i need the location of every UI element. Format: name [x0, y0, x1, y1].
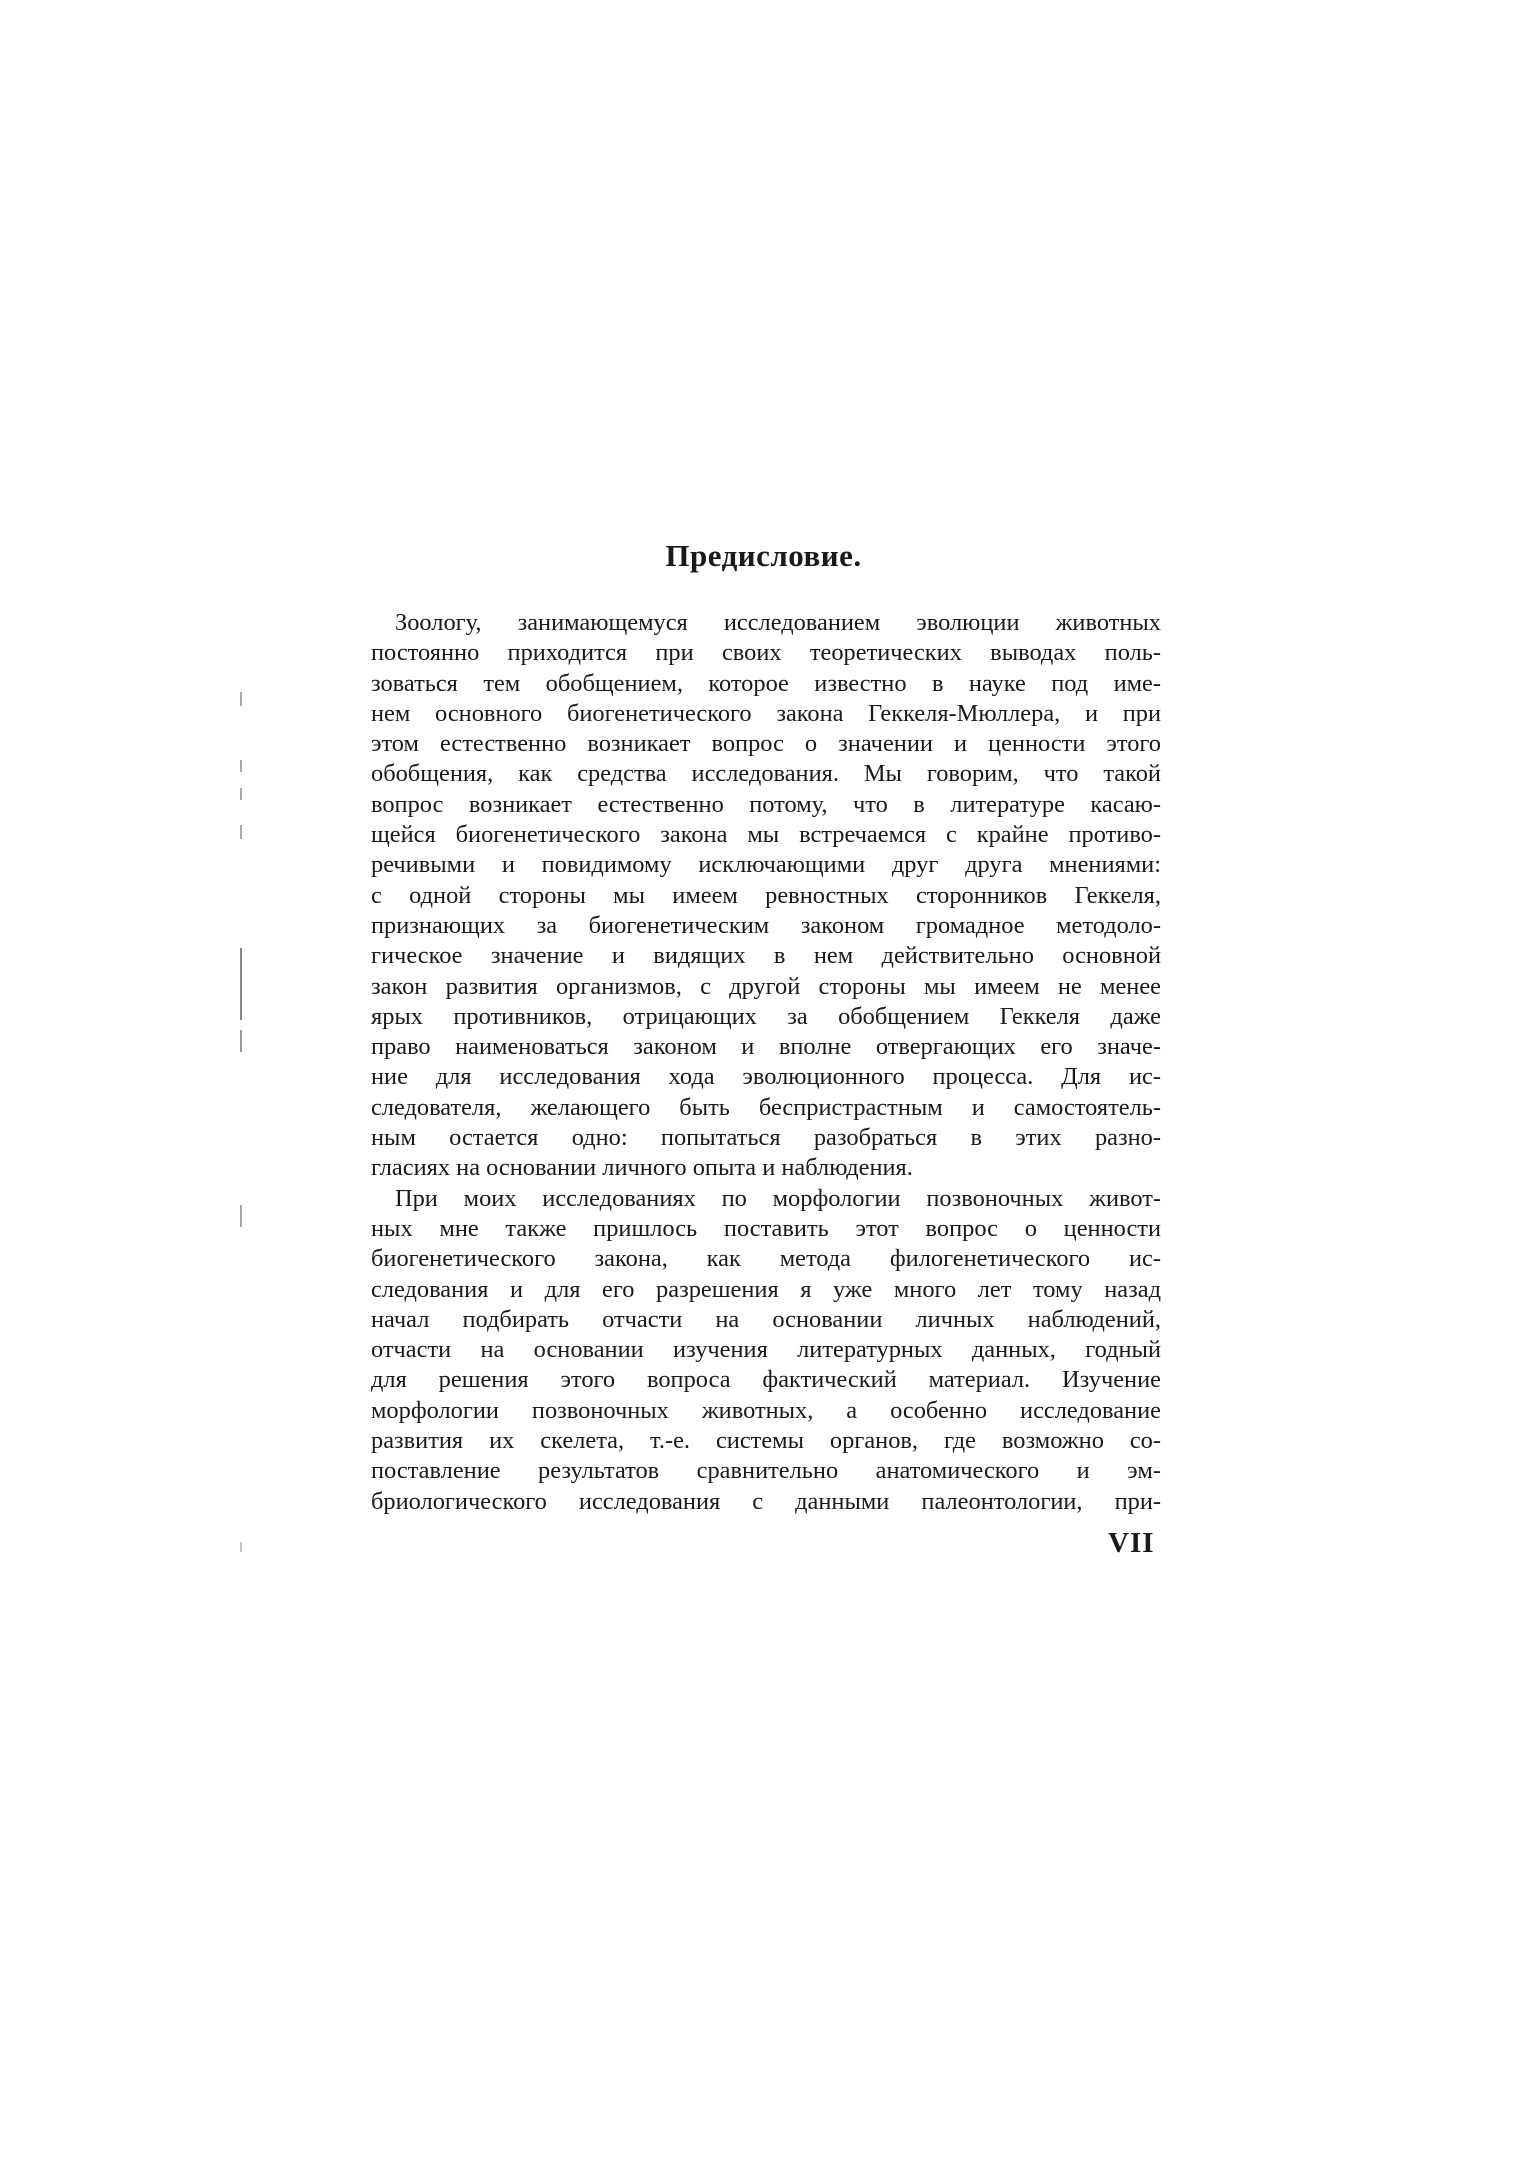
- text-line: речивыми и повидимому исключающими друг друга мнениями:: [371, 851, 1161, 879]
- text-line: следования и для его разрешения я уже много лет тому назад: [371, 1275, 1161, 1303]
- text-line: право наименоваться законом и вполне отвергающих его значе-: [371, 1033, 1161, 1061]
- text-line: При моих исследованиях по морфологии позвоночных живот-: [395, 1184, 1161, 1212]
- text-line: ние для исследования хода эволюционного процесса. Для ис-: [371, 1063, 1161, 1091]
- text-line: щейся биогенетического закона мы встречаемся с крайне противо-: [371, 821, 1161, 849]
- text-line: поставление результатов сравнительно анатомического и эм-: [371, 1457, 1161, 1485]
- text-line: ных мне также пришлось поставить этот вопрос о ценности: [371, 1214, 1161, 1242]
- text-line: постоянно приходится при своих теоретических выводах поль-: [371, 639, 1161, 667]
- scan-margin-mark: [240, 760, 242, 772]
- scan-margin-mark: [240, 1030, 242, 1052]
- text-line: гическое значение и видящих в нем действительно основной: [371, 942, 1161, 970]
- text-line: для решения этого вопроса фактический материал. Изучение: [371, 1366, 1161, 1394]
- page-number: VII: [1108, 1527, 1155, 1559]
- text-line: развития их скелета, т.-е. системы органов, где возможно со-: [371, 1427, 1161, 1455]
- paragraph: [371, 608, 1161, 1184]
- preface-heading: Предисловие.: [665, 538, 862, 573]
- text-line: следователя, желающего быть беспристрастным и самостоятель-: [371, 1093, 1161, 1121]
- text-line: обобщения, как средства исследования. Мы говорим, что такой: [371, 760, 1161, 788]
- text-line: начал подбирать отчасти на основании личных наблюдений,: [371, 1305, 1161, 1333]
- text-line: отчасти на основании изучения литературных данных, годный: [371, 1336, 1161, 1364]
- text-line: Зоологу, занимающемуся исследованием эволюции животных: [395, 609, 1161, 636]
- scan-margin-mark: [240, 948, 242, 1020]
- text-line: биогенетического закона, как метода филогенетического ис-: [371, 1245, 1161, 1273]
- scan-margin-mark: [240, 788, 242, 800]
- text-line: закон развития организмов, с другой стороны мы имеем не менее: [371, 972, 1161, 1000]
- text-line: ным остается одно: попытаться разобраться в этих разно-: [371, 1124, 1161, 1152]
- text-line: бриологического исследования с данными палеонтологии, при-: [371, 1487, 1161, 1515]
- text-line: зоваться тем обобщением, которое известно в науке под име-: [371, 669, 1161, 697]
- scan-margin-mark: [240, 825, 242, 839]
- scan-margin-mark: [240, 1542, 242, 1552]
- text-line: вопрос возникает естественно потому, что в литературе касаю-: [371, 790, 1161, 818]
- text-line: нем основного биогенетического закона Геккеля-Мюллера, и при: [371, 699, 1161, 727]
- text-line: этом естественно возникает вопрос о значении и ценности этого: [371, 730, 1161, 758]
- scan-margin-mark: [240, 1205, 242, 1227]
- preface-text: [371, 608, 1161, 1517]
- text-line: с одной стороны мы имеем ревностных сторонников Геккеля,: [371, 881, 1161, 909]
- text-line: ярых противников, отрицающих за обобщением Геккеля даже: [371, 1002, 1161, 1030]
- paragraph: [371, 1184, 1161, 1517]
- scan-margin-mark: [240, 692, 242, 706]
- text-line: признающих за биогенетическим законом громадное методоло-: [371, 911, 1161, 939]
- text-line: морфологии позвоночных животных, а особенно исследование: [371, 1396, 1161, 1424]
- text-line: гласиях на основании личного опыта и наблюдения.: [371, 1154, 913, 1182]
